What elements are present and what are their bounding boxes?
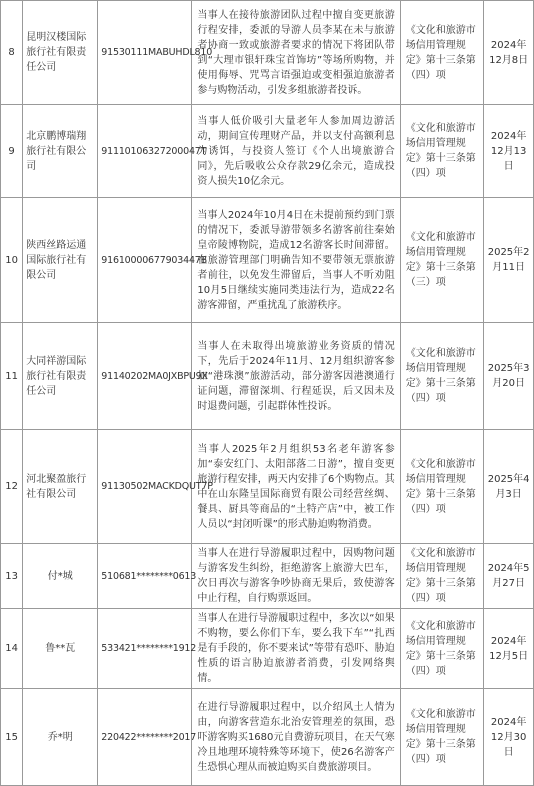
table-row <box>1 1 534 105</box>
decision-date: 2025年4月3日 <box>484 430 534 544</box>
row-number: 9 <box>1 105 23 198</box>
legal-basis: 《文化和旅游市场信用管理规定》第十三条第（四）项 <box>400 1 484 105</box>
legal-basis: 《文化和旅游市场信用管理规定》第十三条第（四）项 <box>400 689 484 786</box>
decision-date: 2025年2月11日 <box>484 198 534 323</box>
row-number: 12 <box>1 430 23 544</box>
decision-date: 2024年12月8日 <box>484 1 534 105</box>
table-row <box>1 689 534 786</box>
table-row <box>1 323 534 430</box>
credit-code: 91610000677903447B <box>98 198 192 323</box>
violation-facts: 当事人2024年10月4日在未提前预约到门票的情况下，委派导游带领多名游客前往秦始皇帝陵博物院，造成12名游客长时间滞留。在旅游管理部门明确告知不要带领无票旅游者前往，以免发生滞留后，当事人不听劝阻10月5日继续实施同类违法行为，造成22名游客滞留，严重扰乱了旅游秩序。 <box>192 198 400 323</box>
legal-basis: 《文化和旅游市场信用管理规定》第十三条第（三）项 <box>400 198 484 323</box>
credit-code: 91140202MA0JXBPU9X <box>98 323 192 430</box>
table-row <box>1 544 534 609</box>
decision-date: 2025年3月20日 <box>484 323 534 430</box>
decision-date: 2024年12月30日 <box>484 689 534 786</box>
row-number: 15 <box>1 689 23 786</box>
row-number: 11 <box>1 323 23 430</box>
legal-basis: 《文化和旅游市场信用管理规定》第十三条第（四）项 <box>400 323 484 430</box>
table-row <box>1 430 534 544</box>
row-number: 10 <box>1 198 23 323</box>
violation-facts: 当事人在进行导游履职过程中，因购物问题与游客发生纠纷，拒绝游客上旅游大巴车，次日再次与游客争吵协商无果后，致使游客中止行程，自行购票返回。 <box>192 544 400 609</box>
violation-facts: 当事人在接待旅游团队过程中擅自变更旅游行程安排，委派的导游人员李某在未与旅游者协商一致或旅游者要求的情况下将团队带到“大理市银轩珠宝首饰坊”等场所购物，并使用侮辱、咒骂言语强迫或变相强迫旅游者参与购物活动，引发多组旅游者投诉。 <box>192 1 400 105</box>
party-name: 付*城 <box>23 544 98 609</box>
party-name: 鲁**瓦 <box>23 609 98 689</box>
table-row <box>1 609 534 689</box>
decision-date: 2024年5月27日 <box>484 544 534 609</box>
legal-basis: 《文化和旅游市场信用管理规定》第十三条第（四）项 <box>400 105 484 198</box>
credit-code: 91110106327200047T <box>98 105 192 198</box>
row-number: 13 <box>1 544 23 609</box>
party-name: 北京鹏博瑞翔旅行社有限公司 <box>23 105 98 198</box>
violation-facts: 当事人在进行导游履职过程中，多次以“如果不购物，要么你们下车，要么我下车”“扎西是有手段的，你不要来试”等带有恐吓、胁迫性质的语言胁迫旅游者消费，引发网络舆情。 <box>192 609 400 689</box>
legal-basis: 《文化和旅游市场信用管理规定》第十三条第（四）项 <box>400 430 484 544</box>
violation-facts: 当事人在未取得出境旅游业务资质的情况下，先后于2024年11月、12月组织游客参加“港珠澳”旅游活动，部分游客因港澳通行证问题，滞留深圳、行程延误，后又因未及时退费问题，引起群体性投诉。 <box>192 323 400 430</box>
legal-basis: 《文化和旅游市场信用管理规定》第十三条第（四）项 <box>400 544 484 609</box>
row-number: 8 <box>1 1 23 105</box>
decision-date: 2024年12月5日 <box>484 609 534 689</box>
violation-facts: 当事人2025年2月组织53名老年游客参加“泰安红门、太阳部落二日游”，擅自变更旅游行程安排，两天内安排了6个购物点。其中在山东隆呈国际商贸有限公司经营丝绸、餐具、厨具等商品的“土特产店”中，被工作人员以“封闭听课”的形式胁迫购物消费。 <box>192 430 400 544</box>
decision-date: 2024年12月13日 <box>484 105 534 198</box>
credit-code: 91130502MACKDQUT7P <box>98 430 192 544</box>
party-name: 乔*明 <box>23 689 98 786</box>
credit-code: 510681********0613 <box>98 544 192 609</box>
credit-code: 533421********1912 <box>98 609 192 689</box>
party-name: 河北聚盈旅行社有限公司 <box>23 430 98 544</box>
party-name: 大同祥游国际旅行社有限责任公司 <box>23 323 98 430</box>
violation-facts: 当事人低价吸引大量老年人参加周边游活动，期间宣传理财产品，并以支付高额利息为诱饵，与投资人签订《个人出境旅游合同》，先后吸收公众存款29亿余元，造成投资人损失10亿余元。 <box>192 105 400 198</box>
credit-code: 91530111MABUHDL810 <box>98 1 192 105</box>
party-name: 陕西丝路运通国际旅行社有限公司 <box>23 198 98 323</box>
table-row <box>1 105 534 198</box>
legal-basis: 《文化和旅游市场信用管理规定》第十三条第（四）项 <box>400 609 484 689</box>
party-name: 昆明汉楼国际旅行社有限责任公司 <box>23 1 98 105</box>
credit-code: 220422********2017 <box>98 689 192 786</box>
row-number: 14 <box>1 609 23 689</box>
violation-facts: 在进行导游履职过程中，以介绍风土人情为由，向游客营造东北治安管理差的氛围，恐吓游客购买1680元自费游玩项目，在天气寒冷且地理环境特殊等环境下，使26名游客产生恐惧心理从而被迫购买自费旅游项目。 <box>192 689 400 786</box>
table-row <box>1 198 534 323</box>
